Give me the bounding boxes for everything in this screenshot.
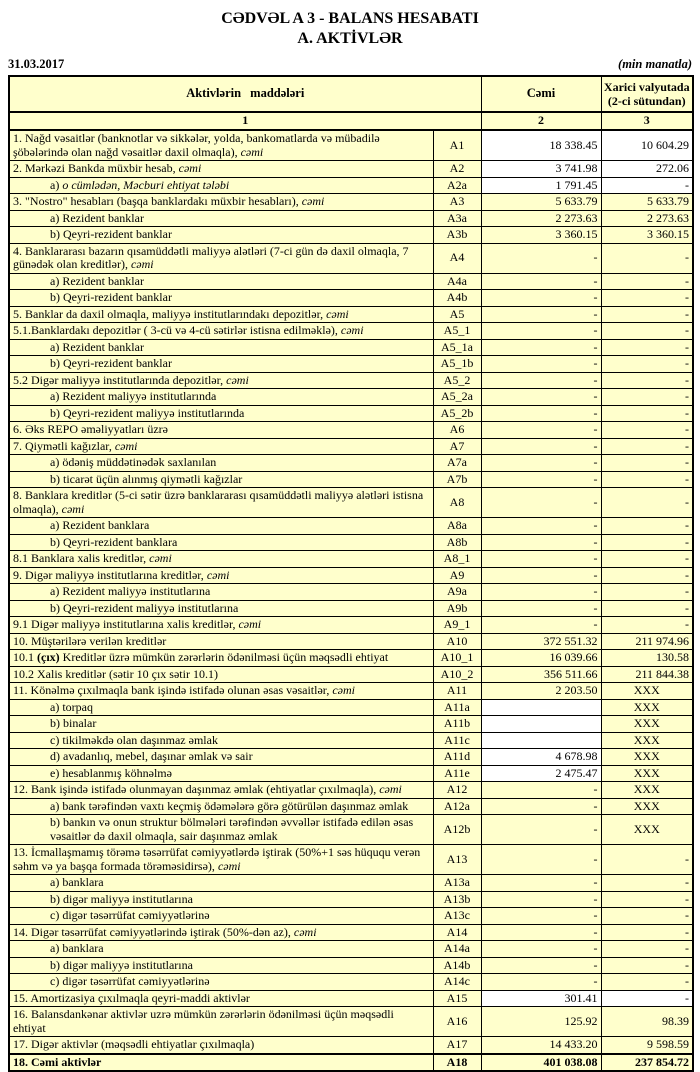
row-fx: -: [601, 974, 693, 991]
row-fx: -: [601, 891, 693, 908]
row-label: 5.2 Digər maliyyə institutlarında depozitlər, cəmi: [9, 372, 433, 389]
table-row: [9, 683, 693, 700]
row-code: A10_2: [433, 666, 481, 683]
row-code: A14: [433, 924, 481, 941]
row-fx: XXX: [601, 798, 693, 815]
row-code: A4b: [433, 290, 481, 307]
row-label: a) o cümlədən, Məcburi ehtiyat tələbi: [9, 177, 433, 194]
row-total: -: [481, 273, 601, 290]
row-fx: -: [601, 438, 693, 455]
row-total: 3 360.15: [481, 227, 601, 244]
row-total: -: [481, 567, 601, 584]
row-total: -: [481, 339, 601, 356]
table-row: [9, 471, 693, 488]
table-row: [9, 765, 693, 782]
row-code: A6: [433, 422, 481, 439]
row-total: -: [481, 782, 601, 799]
row-total: -: [481, 974, 601, 991]
row-code: A13a: [433, 875, 481, 892]
row-code: A5_1: [433, 323, 481, 340]
table-row: [9, 600, 693, 617]
table-row: [9, 227, 693, 244]
row-code: A12a: [433, 798, 481, 815]
table-row: [9, 891, 693, 908]
unit-note: (min manatla): [618, 57, 692, 71]
row-code: A8a: [433, 518, 481, 535]
table-row: [9, 161, 693, 178]
row-label: 1. Nağd vəsaitlər (banknotlar və sikkələr, yolda, bankomatlarda və mübadilə şöbələrində olan nağd vəsaitlər daxil olmaqla), cəmi: [9, 130, 433, 161]
row-total: [481, 716, 601, 733]
row-label: a) banklara: [9, 941, 433, 958]
report-subtitle: A. AKTİVLƏR: [297, 30, 403, 47]
row-total: -: [481, 471, 601, 488]
row-label: b) bankın və onun struktur bölmələri tərəfindən əvvəllər istifadə edilən əsas vəsaitlər də daxil olmaqla, sair daşınmaz əmlak: [9, 815, 433, 845]
row-label: 7. Qiymətli kağızlar, cəmi: [9, 438, 433, 455]
table-row: [9, 990, 693, 1007]
row-fx: -: [601, 372, 693, 389]
row-total: 2 273.63: [481, 210, 601, 227]
row-code: A11c: [433, 732, 481, 749]
column-number-3: 3: [601, 112, 693, 130]
row-total: 14 433.20: [481, 1037, 601, 1054]
row-label: 8.1 Banklara xalis kreditlər, cəmi: [9, 551, 433, 568]
row-code: A5_1b: [433, 356, 481, 373]
row-fx: -: [601, 455, 693, 472]
row-label: b) Qeyri-rezident banklar: [9, 356, 433, 373]
table-row: [9, 1054, 693, 1072]
table-row: [9, 356, 693, 373]
row-total: -: [481, 891, 601, 908]
row-total: 2 475.47: [481, 765, 601, 782]
row-code: A4: [433, 243, 481, 273]
row-fx: -: [601, 845, 693, 875]
row-total: -: [481, 815, 601, 845]
row-fx: XXX: [601, 749, 693, 766]
row-total: -: [481, 323, 601, 340]
row-code: A14b: [433, 957, 481, 974]
table-row: [9, 974, 693, 991]
row-total: -: [481, 290, 601, 307]
table-row: [9, 716, 693, 733]
row-code: A4a: [433, 273, 481, 290]
row-fx: XXX: [601, 732, 693, 749]
row-label: 14. Digər təsərrüfat cəmiyyətlərində iştirak (50%-dən az), cəmi: [9, 924, 433, 941]
row-total: -: [481, 845, 601, 875]
row-fx: -: [601, 422, 693, 439]
row-fx: 211 844.38: [601, 666, 693, 683]
row-fx: 130.58: [601, 650, 693, 667]
column-header-fx: Xarici valyutada (2-ci sütundan): [601, 76, 693, 112]
row-code: A9: [433, 567, 481, 584]
row-label: b) binalar: [9, 716, 433, 733]
row-fx: 237 854.72: [601, 1054, 693, 1072]
row-total: 1 791.45: [481, 177, 601, 194]
row-fx: -: [601, 323, 693, 340]
row-total: 125.92: [481, 1007, 601, 1037]
row-fx: 211 974.96: [601, 633, 693, 650]
row-total: -: [481, 941, 601, 958]
row-total: 301.41: [481, 990, 601, 1007]
row-fx: -: [601, 551, 693, 568]
row-label: 8. Banklara kreditlər (5-ci sətir üzrə banklararası qısamüddətli maliyyə alətləri istisna olmaqla), cəmi: [9, 488, 433, 518]
table-row: [9, 845, 693, 875]
row-total: -: [481, 617, 601, 634]
row-label: a) banklara: [9, 875, 433, 892]
row-fx: -: [601, 488, 693, 518]
table-row: [9, 782, 693, 799]
row-total: -: [481, 455, 601, 472]
row-total: -: [481, 422, 601, 439]
row-total: -: [481, 488, 601, 518]
row-fx: -: [601, 273, 693, 290]
row-total: -: [481, 600, 601, 617]
row-label: a) Rezident maliyyə institutlarına: [9, 584, 433, 601]
row-code: A14c: [433, 974, 481, 991]
row-label: 11. Könəlmə çıxılmaqla bank işində istifadə olunan əsas vəsaitlər, cəmi: [9, 683, 433, 700]
row-code: A9_1: [433, 617, 481, 634]
row-code: A16: [433, 1007, 481, 1037]
table-row: [9, 617, 693, 634]
row-code: A8: [433, 488, 481, 518]
row-fx: -: [601, 290, 693, 307]
column-number-2: 2: [481, 112, 601, 130]
row-code: A2: [433, 161, 481, 178]
row-total: 18 338.45: [481, 130, 601, 161]
table-row: [9, 908, 693, 925]
row-code: A1: [433, 130, 481, 161]
row-label: b) Qeyri-rezident banklar: [9, 227, 433, 244]
row-fx: XXX: [601, 699, 693, 716]
row-label: b) Qeyri-rezident maliyyə institutlarına: [9, 600, 433, 617]
row-code: A12b: [433, 815, 481, 845]
row-label: 6. Əks REPO əməliyyatları üzrə: [9, 422, 433, 439]
row-label: 13. İcmallaşmamış törəmə təsərrüfat cəmiyyətlərdə iştirak (50%+1 səs hüququ verən səhm və ya başqa formada törəməsidirsə), cəmi: [9, 845, 433, 875]
row-label: d) avadanlıq, mebel, daşınar əmlak və sair: [9, 749, 433, 766]
table-row: [9, 194, 693, 211]
table-row: [9, 422, 693, 439]
row-total: -: [481, 551, 601, 568]
row-total: -: [481, 584, 601, 601]
row-code: A8b: [433, 534, 481, 551]
row-fx: 9 598.59: [601, 1037, 693, 1054]
row-fx: 272.06: [601, 161, 693, 178]
row-fx: -: [601, 941, 693, 958]
row-label: a) torpaq: [9, 699, 433, 716]
row-code: A3a: [433, 210, 481, 227]
row-fx: -: [601, 617, 693, 634]
table-row: [9, 306, 693, 323]
row-fx: -: [601, 405, 693, 422]
row-total: -: [481, 875, 601, 892]
row-code: A13b: [433, 891, 481, 908]
row-code: A3b: [433, 227, 481, 244]
table-row: [9, 389, 693, 406]
row-code: A7b: [433, 471, 481, 488]
table-row: [9, 323, 693, 340]
row-label: 10.2 Xalis kreditlər (sətir 10 çıx sətir 10.1): [9, 666, 433, 683]
row-total: -: [481, 798, 601, 815]
row-code: A9b: [433, 600, 481, 617]
row-total: 3 741.98: [481, 161, 601, 178]
row-code: A13: [433, 845, 481, 875]
row-total: -: [481, 405, 601, 422]
row-code: A10_1: [433, 650, 481, 667]
row-fx: -: [601, 471, 693, 488]
table-row: [9, 567, 693, 584]
row-label: c) digər təsərrüfat cəmiyyətlərinə: [9, 908, 433, 925]
row-code: A14a: [433, 941, 481, 958]
row-code: A7: [433, 438, 481, 455]
row-fx: -: [601, 518, 693, 535]
report-date: 31.03.2017: [8, 57, 65, 71]
row-fx: -: [601, 875, 693, 892]
row-code: A11a: [433, 699, 481, 716]
row-total: -: [481, 306, 601, 323]
row-fx: -: [601, 600, 693, 617]
row-label: a) bank tərəfindən vaxtı keçmiş ödəmələrə görə götürülən daşınmaz əmlak: [9, 798, 433, 815]
row-label: 5.1.Banklardakı depozitlər ( 3-cü və 4-cü sətirlər istisna edilməklə), cəmi: [9, 323, 433, 340]
row-code: A9a: [433, 584, 481, 601]
row-total: -: [481, 534, 601, 551]
row-fx: XXX: [601, 815, 693, 845]
row-total: 4 678.98: [481, 749, 601, 766]
table-row: [9, 177, 693, 194]
row-fx: -: [601, 924, 693, 941]
row-fx: XXX: [601, 782, 693, 799]
row-fx: XXX: [601, 683, 693, 700]
row-label: 16. Balansdankənar aktivlər uzrə mümkün zərərlərin ödənilməsi üçün məqsədli ehtiyat: [9, 1007, 433, 1037]
row-code: A17: [433, 1037, 481, 1054]
row-code: A5_2: [433, 372, 481, 389]
row-total: 5 633.79: [481, 194, 601, 211]
row-label: a) ödəniş müddətinədək saxlanılan: [9, 455, 433, 472]
row-code: A8_1: [433, 551, 481, 568]
row-label: b) ticarət üçün alınmış qiymətli kağızlar: [9, 471, 433, 488]
row-fx: 98.39: [601, 1007, 693, 1037]
column-number-1: 1: [9, 112, 481, 130]
row-label: b) Qeyri-rezident banklar: [9, 290, 433, 307]
table-row: [9, 405, 693, 422]
row-fx: -: [601, 534, 693, 551]
row-label: 9.1 Digər maliyyə institutlarına xalis kreditlər, cəmi: [9, 617, 433, 634]
row-code: A5: [433, 306, 481, 323]
row-label: a) Rezident banklara: [9, 518, 433, 535]
row-fx: XXX: [601, 716, 693, 733]
row-fx: -: [601, 339, 693, 356]
table-row: [9, 534, 693, 551]
row-total: [481, 732, 601, 749]
column-number-row: [9, 112, 693, 130]
row-code: A18: [433, 1054, 481, 1072]
table-row: [9, 273, 693, 290]
row-total: -: [481, 518, 601, 535]
row-label: 4. Banklararası bazarın qısamüddətli maliyyə alətləri (7-ci gün də daxil olmaqla, 7 günədək olan kreditlər), cəmi: [9, 243, 433, 273]
table-row: [9, 438, 693, 455]
page-title: [0, 9, 700, 49]
row-code: A7a: [433, 455, 481, 472]
row-code: A11d: [433, 749, 481, 766]
row-code: A10: [433, 633, 481, 650]
row-code: A12: [433, 782, 481, 799]
row-label: b) digər maliyyə institutlarına: [9, 957, 433, 974]
row-fx: 10 604.29: [601, 130, 693, 161]
row-label: a) Rezident banklar: [9, 339, 433, 356]
table-row: [9, 957, 693, 974]
table-row: [9, 1007, 693, 1037]
table-row: [9, 633, 693, 650]
row-label: b) digər maliyyə institutlarına: [9, 891, 433, 908]
row-label: 15. Amortizasiya çıxılmaqla qeyri-maddi aktivlər: [9, 990, 433, 1007]
row-fx: 2 273.63: [601, 210, 693, 227]
meta-row: [8, 57, 692, 72]
row-code: A11b: [433, 716, 481, 733]
table-row: [9, 584, 693, 601]
row-total: -: [481, 438, 601, 455]
row-code: A15: [433, 990, 481, 1007]
table-row: [9, 924, 693, 941]
row-label: 9. Digər maliyyə institutlarına kreditlər, cəmi: [9, 567, 433, 584]
row-label: 17. Digər aktivlər (məqsədli ehtiyatlar çıxılmaqla): [9, 1037, 433, 1054]
row-code: A11: [433, 683, 481, 700]
row-total: -: [481, 389, 601, 406]
asset-table-body: [9, 130, 693, 1071]
table-header-row: [9, 76, 693, 112]
row-total: -: [481, 356, 601, 373]
row-code: A2a: [433, 177, 481, 194]
row-total: 372 551.32: [481, 633, 601, 650]
row-total: 16 039.66: [481, 650, 601, 667]
table-row: [9, 941, 693, 958]
table-row: [9, 339, 693, 356]
column-header-items: Aktivlərin maddələri: [9, 76, 481, 112]
row-label: a) Rezident maliyyə institutlarında: [9, 389, 433, 406]
row-label: 10.1 (çıx) Kreditlər üzrə mümkün zərərlərin ödənilməsi üçün məqsədli ehtiyat: [9, 650, 433, 667]
row-total: [481, 699, 601, 716]
table-row: [9, 455, 693, 472]
row-fx: -: [601, 356, 693, 373]
row-label: 3. "Nostro" hesabları (başqa banklardakı müxbir hesabları), cəmi: [9, 194, 433, 211]
row-total: -: [481, 908, 601, 925]
row-fx: XXX: [601, 765, 693, 782]
row-code: A5_2a: [433, 389, 481, 406]
table-row: [9, 372, 693, 389]
table-row: [9, 699, 693, 716]
row-total: -: [481, 372, 601, 389]
column-header-total: Cəmi: [481, 76, 601, 112]
table-row: [9, 666, 693, 683]
row-code: A11e: [433, 765, 481, 782]
row-fx: -: [601, 306, 693, 323]
row-fx: -: [601, 389, 693, 406]
row-label: 18. Cəmi aktivlər: [9, 1054, 433, 1072]
row-fx: 3 360.15: [601, 227, 693, 244]
assets-table: [8, 75, 694, 1072]
row-label: 5. Banklar da daxil olmaqla, maliyyə institutlarındakı depozitlər, cəmi: [9, 306, 433, 323]
table-row: [9, 210, 693, 227]
row-fx: -: [601, 177, 693, 194]
row-code: A13c: [433, 908, 481, 925]
row-fx: -: [601, 990, 693, 1007]
row-label: c) digər təsərrüfat cəmiyyətlərinə: [9, 974, 433, 991]
row-fx: -: [601, 243, 693, 273]
row-label: 2. Mərkəzi Bankda müxbir hesab, cəmi: [9, 161, 433, 178]
row-label: c) tikilməkdə olan daşınmaz əmlak: [9, 732, 433, 749]
row-code: A3: [433, 194, 481, 211]
row-total: 356 511.66: [481, 666, 601, 683]
row-fx: 5 633.79: [601, 194, 693, 211]
table-row: [9, 518, 693, 535]
table-row: [9, 1037, 693, 1054]
row-total: -: [481, 924, 601, 941]
table-row: [9, 650, 693, 667]
table-row: [9, 551, 693, 568]
table-row: [9, 243, 693, 273]
row-label: b) Qeyri-rezident banklara: [9, 534, 433, 551]
row-total: -: [481, 243, 601, 273]
row-total: 2 203.50: [481, 683, 601, 700]
report-title: CƏDVƏL A 3 - BALANS HESABATI: [221, 10, 479, 27]
table-row: [9, 749, 693, 766]
table-row: [9, 875, 693, 892]
row-fx: -: [601, 908, 693, 925]
row-label: a) Rezident banklar: [9, 210, 433, 227]
row-fx: -: [601, 584, 693, 601]
table-row: [9, 488, 693, 518]
row-fx: -: [601, 567, 693, 584]
row-code: A5_1a: [433, 339, 481, 356]
row-code: A5_2b: [433, 405, 481, 422]
table-row: [9, 732, 693, 749]
table-row: [9, 130, 693, 161]
row-label: b) Qeyri-rezident maliyyə institutlarında: [9, 405, 433, 422]
table-row: [9, 290, 693, 307]
table-row: [9, 798, 693, 815]
row-total: -: [481, 957, 601, 974]
row-total: 401 038.08: [481, 1054, 601, 1072]
row-label: a) Rezident banklar: [9, 273, 433, 290]
table-row: [9, 815, 693, 845]
row-label: 12. Bank işində istifadə olunmayan daşınmaz əmlak (ehtiyatlar çıxılmaqla), cəmi: [9, 782, 433, 799]
row-label: e) hesablanmış köhnəlmə: [9, 765, 433, 782]
row-label: 10. Müştərilərə verilən kreditlər: [9, 633, 433, 650]
row-fx: -: [601, 957, 693, 974]
